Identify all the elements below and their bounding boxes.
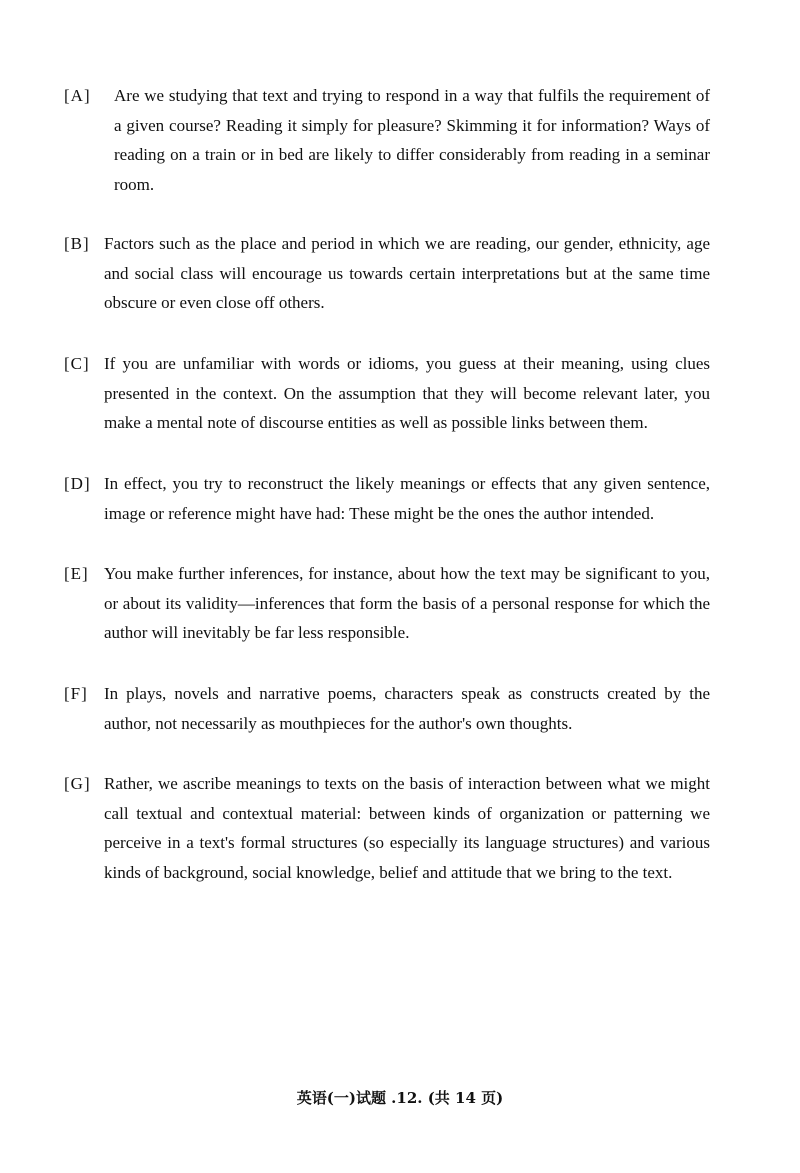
option-f xyxy=(64,679,710,738)
option-b xyxy=(64,229,710,318)
option-text: Are we studying that text and trying to respond in a way that fulfils the requirement of a given course? Reading it simply for pleasure? Skimming it for information? Ways of reading on a train or in bed are likely to differ considerably from reading in a seminar room. xyxy=(114,86,710,194)
option-label: [C] xyxy=(64,354,90,373)
option-label: [E] xyxy=(64,564,89,583)
option-text: In effect, you try to reconstruct the likely meanings or effects that any given sentence, image or reference might have had: These might be the ones the author intended. xyxy=(104,474,710,523)
option-d xyxy=(64,469,710,528)
option-text: You make further inferences, for instance, about how the text may be significant to you, or about its validity—inferences that form the basis of a personal response for which the author will inevitably be far less responsible. xyxy=(104,564,710,642)
option-text: If you are unfamiliar with words or idioms, you guess at their meaning, using clues presented in the context. On the assumption that they will become relevant later, you make a mental note of discourse entities as well as possible links between them. xyxy=(104,354,710,432)
option-text: Factors such as the place and period in which we are reading, our gender, ethnicity, age and social class will encourage us towards certain interpretations but at the same time obscure or even close off others. xyxy=(104,234,710,312)
option-text: In plays, novels and narrative poems, characters speak as constructs created by the author, not necessarily as mouthpieces for the author's own thoughts. xyxy=(104,684,710,733)
option-label: [D] xyxy=(64,474,91,493)
option-label: [F] xyxy=(64,684,88,703)
option-a xyxy=(64,81,710,199)
option-text: Rather, we ascribe meanings to texts on the basis of interaction between what we might call textual and contextual material: between kinds of organization or patterning we perceive in a text's formal structures (so especially its language structures) and various kinds of background, social knowledge, belief and attitude that we bring to the text. xyxy=(104,774,710,882)
option-g xyxy=(64,769,710,887)
option-e xyxy=(64,559,710,648)
option-label: [G] xyxy=(64,774,91,793)
page-footer: 英语(一)试题 .12. (共 14 页) xyxy=(296,1089,504,1107)
option-label: [B] xyxy=(64,234,90,253)
option-c xyxy=(64,349,710,438)
option-label: [A] xyxy=(64,86,91,105)
